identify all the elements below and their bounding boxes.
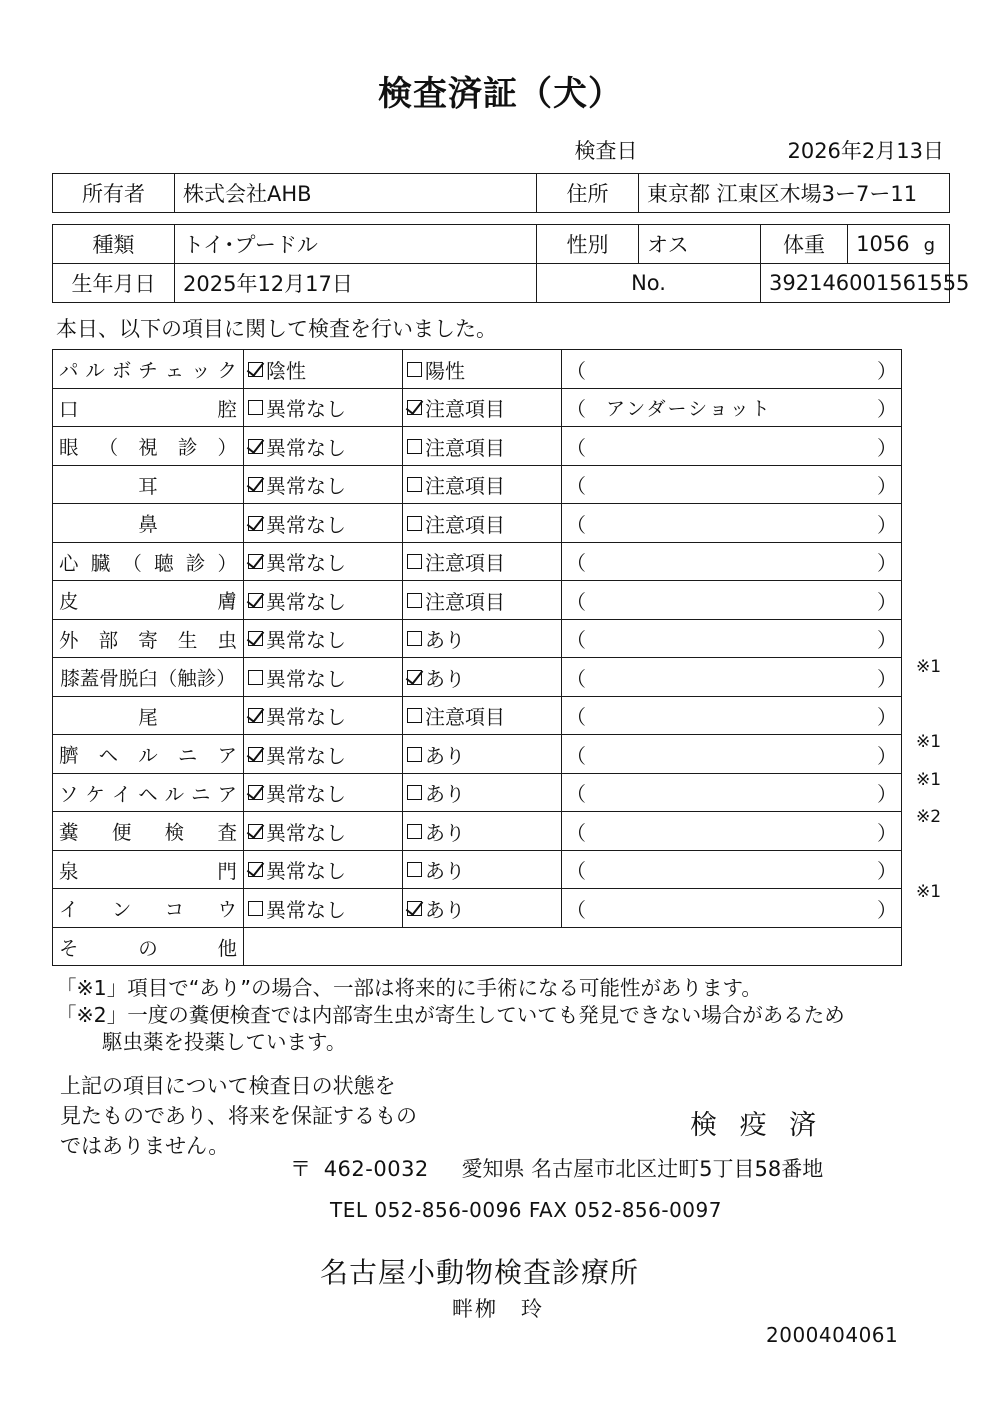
checklist-row [53, 889, 902, 928]
clinic-name: 名古屋小動物検査診療所 [320, 1255, 640, 1289]
paren-open: （ [566, 859, 586, 884]
checkbox-checked-icon[interactable] [248, 747, 263, 762]
checklist-remark-field[interactable] [562, 696, 902, 735]
checklist-option-label: 異常なし [266, 666, 346, 691]
paren-open: （ [566, 820, 586, 845]
checklist-option-label: 異常なし [266, 397, 346, 422]
checklist-item-label [53, 735, 244, 774]
checklist-option-1[interactable] [244, 427, 403, 466]
paren-open: （ [566, 666, 586, 691]
paren-open: （ [566, 551, 586, 576]
checkbox-checked-icon[interactable] [248, 439, 263, 454]
paren-close: ） [877, 589, 897, 614]
checklist-option-1[interactable] [244, 658, 403, 697]
paren-close: ） [877, 512, 897, 537]
checklist-item-label-text: 眼 （ 視 診 ） [59, 436, 237, 460]
microchip-no-value-cell: 392146001561555 [761, 264, 950, 303]
checkbox-checked-icon[interactable] [248, 516, 263, 531]
checklist-remark-field[interactable] [562, 658, 902, 697]
checklist-option-label: 異常なし [266, 782, 346, 807]
checklist-option-2[interactable] [403, 889, 562, 928]
checklist-option-1[interactable] [244, 542, 403, 581]
checklist-row [53, 658, 902, 697]
note-marker-empty [910, 537, 990, 575]
checklist-option-label: 注意項目 [425, 512, 505, 537]
checklist-remark-field[interactable] [562, 350, 902, 389]
clinic-zip: 462-0032 [323, 1156, 429, 1181]
paren-close: ） [877, 435, 897, 460]
checkbox-icon[interactable] [407, 824, 422, 839]
checklist-item-label [53, 427, 244, 466]
note-marker: ※2 [916, 807, 942, 828]
checklist-option-1[interactable] [244, 619, 403, 658]
checklist-item-label-text: そ の 他 [59, 936, 237, 960]
checklist-option-label: 異常なし [266, 551, 346, 576]
checkbox-checked-icon[interactable] [248, 593, 263, 608]
owner-table [52, 173, 950, 213]
checklist-item-label-text: イ ン コ ウ [59, 898, 237, 922]
checklist-option-2[interactable] [403, 812, 562, 851]
birthdate-label-cell: 生年月日 [53, 264, 175, 303]
checkbox-checked-icon[interactable] [248, 708, 263, 723]
checklist-item-label-text: パ ル ボ チ ェ ッ ク [59, 359, 237, 383]
paren-open: （ [566, 628, 586, 653]
paren-open: （ [566, 397, 586, 422]
checklist-option-2[interactable] [403, 388, 562, 427]
checkbox-icon[interactable] [407, 593, 422, 608]
checklist-row [53, 465, 902, 504]
clinic-tel-fax: TEL 052-856-0096 FAX 052-856-0097 [330, 1197, 722, 1222]
checklist-item-label [53, 927, 244, 966]
paren-close: ） [877, 397, 897, 422]
checklist-option-label: あり [425, 897, 465, 922]
note-marker-column [910, 349, 990, 949]
postal-mark-icon: 〒 [290, 1156, 311, 1181]
checklist-option-label: 異常なし [266, 897, 346, 922]
checklist-option-label: 異常なし [266, 589, 346, 614]
checklist-row [53, 427, 902, 466]
footnotes [56, 975, 1001, 1056]
checklist-row [53, 773, 902, 812]
weight-label-cell: 体重 [761, 225, 848, 264]
checklist-item-label [53, 812, 244, 851]
checkbox-icon[interactable] [407, 631, 422, 646]
checklist-item-label [53, 465, 244, 504]
checklist-item-label [53, 773, 244, 812]
breed-value-cell: トイ･プードル [175, 225, 537, 264]
lead-sentence: 本日、以下の項目に関して検査を行いました。 [56, 317, 497, 342]
checklist-option-1[interactable] [244, 696, 403, 735]
checkbox-icon[interactable] [407, 785, 422, 800]
checklist-option-1[interactable] [244, 812, 403, 851]
checklist-option-1[interactable] [244, 735, 403, 774]
footer-block [0, 1071, 1001, 1401]
checklist-remark-field[interactable] [562, 542, 902, 581]
veterinarian-name: 畔栁 玲 [452, 1296, 544, 1321]
checklist-remark-field[interactable] [562, 889, 902, 928]
checklist-option-label: あり [425, 666, 465, 691]
quarantine-stamp: 検 疫 済 [690, 1109, 824, 1141]
checklist-option-label: 異常なし [266, 820, 346, 845]
paren-open: （ [566, 705, 586, 730]
checklist-option-2[interactable] [403, 542, 562, 581]
checklist-item-label-text: 膝蓋骨脱臼（触診） [60, 667, 236, 691]
checklist-item-label-text: 尾 [138, 705, 158, 729]
checklist-remark-field[interactable] [562, 504, 902, 543]
footnote-2-cont: 駆虫薬を投薬しています。 [102, 1030, 347, 1055]
checklist-wrapper [52, 349, 998, 966]
checklist-item-label-text: 耳 [138, 474, 158, 498]
footnote-1: 「※1」項目で“あり”の場合、一部は将来的に手術になる可能性があります。 [56, 976, 762, 1001]
microchip-no-label-cell: No. [537, 264, 761, 303]
checklist-option-1[interactable] [244, 581, 403, 620]
checkbox-checked-icon[interactable] [248, 785, 263, 800]
paren-open: （ [566, 897, 586, 922]
checklist-item-label-text: 鼻 [138, 513, 158, 537]
checklist-option-label: 異常なし [266, 435, 346, 460]
checklist-option-label: あり [425, 782, 465, 807]
disclaimer-text [60, 1071, 417, 1162]
checklist-option-label: 注意項目 [425, 474, 505, 499]
checkbox-icon[interactable] [407, 862, 422, 877]
checklist-row [53, 812, 902, 851]
note-marker: ※1 [916, 732, 942, 753]
checkbox-icon[interactable] [407, 362, 422, 377]
note-marker-empty [910, 574, 990, 612]
checkbox-checked-icon[interactable] [248, 862, 263, 877]
table-row [53, 174, 950, 213]
note-marker-empty [910, 837, 990, 875]
checkbox-checked-icon[interactable] [248, 631, 263, 646]
paren-close: ） [877, 358, 897, 383]
checklist-row [53, 350, 902, 389]
checklist-option-label: 注意項目 [425, 705, 505, 730]
paren-close: ） [877, 820, 897, 845]
checklist-item-label [53, 388, 244, 427]
checklist-item-label-text: ソ ケ イ ヘ ル ニ ア [59, 782, 237, 806]
checklist-option-label: 陰性 [266, 358, 306, 383]
checklist-remark-field[interactable] [562, 581, 902, 620]
checklist-remark-text: アンダーショット [606, 398, 772, 421]
note-marker-empty [910, 912, 990, 950]
checklist-row [53, 927, 902, 966]
table-row [53, 264, 950, 303]
checklist-option-label: あり [425, 820, 465, 845]
note-marker-empty [910, 424, 990, 462]
checklist-option-label: 異常なし [266, 474, 346, 499]
checklist-remark-field[interactable] [562, 812, 902, 851]
paren-open: （ [566, 589, 586, 614]
checklist-option-label: 異常なし [266, 512, 346, 537]
checklist-option-label: 陽性 [425, 358, 465, 383]
checklist-item-label [53, 581, 244, 620]
paren-open: （ [566, 474, 586, 499]
checklist-row [53, 850, 902, 889]
checklist-remark-field[interactable] [562, 465, 902, 504]
paren-close: ） [877, 897, 897, 922]
owner-label-cell: 所有者 [53, 174, 175, 213]
checkbox-icon[interactable] [407, 439, 422, 454]
inspection-date-row [0, 135, 1001, 165]
checklist-option-2[interactable] [403, 850, 562, 889]
paren-close: ） [877, 628, 897, 653]
document-number: 2000404061 [766, 1322, 899, 1347]
inspection-date-value: 2026年2月13日 [787, 139, 944, 164]
checklist-item-label-text: 泉 門 [59, 859, 237, 883]
checkbox-icon[interactable] [407, 477, 422, 492]
note-marker-empty [910, 462, 990, 500]
note-marker-empty [910, 349, 990, 387]
checklist-option-1[interactable] [244, 388, 403, 427]
note-marker: ※1 [916, 657, 942, 678]
address-value-cell: 東京都 江東区木場3ー7ー11 [639, 174, 950, 213]
paren-open: （ [566, 512, 586, 537]
paren-close: ） [877, 782, 897, 807]
checklist-option-2[interactable] [403, 350, 562, 389]
checklist-item-label [53, 504, 244, 543]
paren-close: ） [877, 859, 897, 884]
paren-open: （ [566, 358, 586, 383]
paren-close: ） [877, 743, 897, 768]
checklist-option-2[interactable] [403, 504, 562, 543]
weight-number: 1056 [856, 232, 910, 257]
owner-value-cell: 株式会社AHB [175, 174, 537, 213]
checkbox-icon[interactable] [248, 901, 263, 916]
checkbox-icon[interactable] [248, 400, 263, 415]
birthdate-value-cell: 2025年12月17日 [175, 264, 537, 303]
checklist-item-label-text: 心 臓 （ 聴 診 ） [59, 551, 237, 575]
checkbox-checked-icon[interactable] [407, 901, 422, 916]
checklist-option-2[interactable] [403, 773, 562, 812]
checkbox-checked-icon[interactable] [248, 824, 263, 839]
note-marker: ※1 [916, 882, 942, 903]
paren-close: ） [877, 666, 897, 691]
checklist-option-label: あり [425, 859, 465, 884]
checkbox-icon[interactable] [407, 708, 422, 723]
footnote-2: 「※2」一度の糞便検査では内部寄生虫が寄生していても発見できない場合があるため [56, 1003, 845, 1028]
checklist-option-1[interactable] [244, 773, 403, 812]
checklist-remark-field[interactable] [562, 773, 902, 812]
weight-unit: g [923, 235, 935, 257]
checklist-option-label: 注意項目 [425, 435, 505, 460]
checklist-row [53, 581, 902, 620]
checklist-remark-field[interactable] [562, 850, 902, 889]
checklist-item-label [53, 889, 244, 928]
checklist-row [53, 619, 902, 658]
checklist-row [53, 388, 902, 427]
checklist-item-label-text: 糞 便 検 査 [59, 821, 237, 845]
checklist-item-label-text: 外 部 寄 生 虫 [59, 628, 237, 652]
checklist-item-label [53, 542, 244, 581]
checklist-remark-field[interactable] [562, 427, 902, 466]
checklist-option-2[interactable] [403, 696, 562, 735]
checklist-option-label: あり [425, 743, 465, 768]
checklist-remark-field[interactable] [562, 735, 902, 774]
address-label-cell: 住所 [537, 174, 639, 213]
checklist-option-2[interactable] [403, 735, 562, 774]
checklist-option-label: あり [425, 628, 465, 653]
paren-open: （ [566, 435, 586, 460]
checklist-row [53, 735, 902, 774]
checklist-remark-field[interactable] [562, 388, 902, 427]
checklist-item-label-text: 臍 ヘ ル ニ ア [59, 744, 237, 768]
checklist-option-label: 異常なし [266, 743, 346, 768]
checklist-option-label: 異常なし [266, 859, 346, 884]
checkbox-icon[interactable] [248, 670, 263, 685]
checklist-other-field[interactable] [244, 927, 902, 966]
checklist-option-label: 注意項目 [425, 551, 505, 576]
note-marker: ※1 [916, 769, 942, 790]
inspection-date-label: 検査日 [574, 139, 638, 164]
checklist-option-1[interactable] [244, 850, 403, 889]
checklist-option-2[interactable] [403, 619, 562, 658]
sex-label-cell: 性別 [537, 225, 639, 264]
checklist-remark-field[interactable] [562, 619, 902, 658]
checklist-option-1[interactable] [244, 504, 403, 543]
checklist-item-label-text: 皮 膚 [59, 590, 237, 614]
disclaimer-line-1: 上記の項目について検査日の状態を [60, 1073, 396, 1098]
page-title: 検査済証（犬） [378, 74, 623, 114]
breed-label-cell: 種類 [53, 225, 175, 264]
checkbox-icon[interactable] [407, 516, 422, 531]
note-marker-empty [910, 687, 990, 725]
clinic-address [290, 1153, 823, 1183]
checkbox-checked-icon[interactable] [407, 400, 422, 415]
checkbox-checked-icon[interactable] [407, 670, 422, 685]
disclaimer-line-2: 見たものであり、将来を保証するもの [60, 1103, 417, 1128]
checkbox-icon[interactable] [407, 554, 422, 569]
checklist-option-label: 注意項目 [425, 589, 505, 614]
checkbox-checked-icon[interactable] [248, 554, 263, 569]
checklist-option-label: 注意項目 [425, 397, 505, 422]
note-marker-empty [910, 387, 990, 425]
checklist-option-2[interactable] [403, 427, 562, 466]
note-marker-empty [910, 612, 990, 650]
checklist-item-label [53, 850, 244, 889]
checklist-item-label-text: 口 腔 [59, 397, 237, 421]
checklist-option-2[interactable] [403, 465, 562, 504]
checkbox-checked-icon[interactable] [248, 477, 263, 492]
paren-close: ） [877, 705, 897, 730]
weight-value-cell [848, 225, 950, 264]
checkbox-icon[interactable] [407, 747, 422, 762]
checklist-option-label: 異常なし [266, 628, 346, 653]
table-row [53, 225, 950, 264]
checklist-item-label [53, 350, 244, 389]
checklist-option-2[interactable] [403, 581, 562, 620]
paren-close: ） [877, 551, 897, 576]
checklist-row [53, 696, 902, 735]
checklist-option-1[interactable] [244, 889, 403, 928]
checklist-item-label [53, 696, 244, 735]
paren-open: （ [566, 782, 586, 807]
checklist-row [53, 504, 902, 543]
clinic-address-text: 愛知県 名古屋市北区辻町5丁目58番地 [461, 1156, 824, 1181]
checklist-item-label [53, 658, 244, 697]
checklist-option-2[interactable] [403, 658, 562, 697]
checklist-option-label: 異常なし [266, 705, 346, 730]
checklist-option-1[interactable] [244, 465, 403, 504]
animal-table [52, 224, 970, 303]
sex-value-cell: オス [639, 225, 761, 264]
checklist-item-label [53, 619, 244, 658]
disclaimer-line-3: ではありません。 [60, 1134, 230, 1159]
checkbox-checked-icon[interactable] [248, 362, 263, 377]
checklist-table [52, 349, 902, 966]
checklist-row [53, 542, 902, 581]
checklist-option-1[interactable] [244, 350, 403, 389]
paren-close: ） [877, 474, 897, 499]
note-marker-empty [910, 499, 990, 537]
paren-open: （ [566, 743, 586, 768]
